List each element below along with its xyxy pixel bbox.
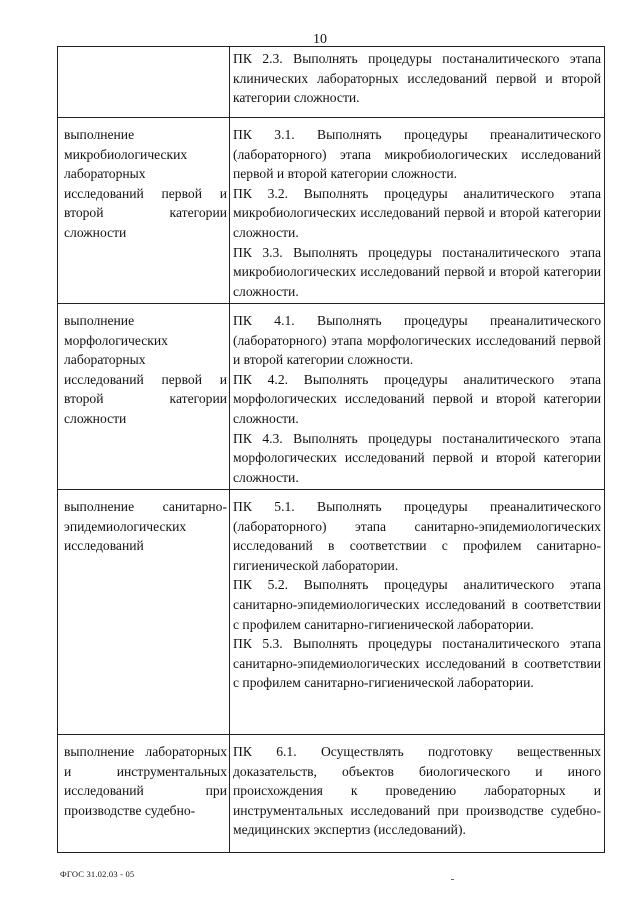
competency-item: ПК 5.1. Выполнять процедуры преаналитического (лабораторного) этапа санитарно-эпидемиологических исследований в соответствии с профилем санитарно-гигиенической лаборатории. xyxy=(233,499,601,573)
table-row xyxy=(58,490,605,735)
activity-text: выполнение санитарно-эпидемиологических исследований xyxy=(64,499,227,554)
table-row xyxy=(58,735,605,853)
activity-text: выполнение морфологических лабораторных исследований первой и второй категории сложности xyxy=(64,313,227,426)
competencies-cell xyxy=(230,490,605,735)
competencies-cell xyxy=(230,118,605,304)
activity-cell xyxy=(58,47,230,118)
competencies-cell xyxy=(230,735,605,853)
competencies-cell xyxy=(230,47,605,118)
competency-item: ПК 2.3. Выполнять процедуры постаналитического этапа клинических лабораторных исследований первой и второй категории сложности. xyxy=(233,51,601,106)
table-row xyxy=(58,47,605,118)
activity-cell xyxy=(58,490,230,735)
activity-text: выполнение микробиологических лабораторных исследований первой и второй категории сложности xyxy=(64,127,227,240)
document-code: ФГОС 31.02.03 - 05 xyxy=(60,869,135,879)
activity-text: выполнение лабораторных и инструментальных исследований при производстве судебно- xyxy=(64,744,227,818)
competency-table xyxy=(57,46,605,853)
competency-item: ПК 3.2. Выполнять процедуры аналитического этапа микробиологических исследований первой и второй категории сложности. xyxy=(233,185,601,240)
competency-item: ПК 3.3. Выполнять процедуры постаналитического этапа микробиологических исследований первой и второй категории сложности. xyxy=(233,244,601,299)
competency-item: ПК 5.3. Выполнять процедуры постаналитического этапа санитарно-эпидемиологических исследований в соответствии с профилем санитарно-гигиенической лаборатории. xyxy=(233,636,601,691)
competency-item: ПК 5.2. Выполнять процедуры аналитического этапа санитарно-эпидемиологических исследований в соответствии с профилем санитарно-гигиенической лаборатории. xyxy=(233,577,601,632)
competency-item: ПК 3.1. Выполнять процедуры преаналитического (лабораторного) этапа микробиологических исследований первой и второй категории сложности. xyxy=(233,127,601,182)
table-row xyxy=(58,118,605,304)
competency-item: ПК 4.2. Выполнять процедуры аналитического этапа морфологических исследований первой и второй категории сложности. xyxy=(233,371,601,426)
activity-cell xyxy=(58,304,230,490)
competency-item: ПК 4.3. Выполнять процедуры постаналитического этапа морфологических исследований первой и второй категории сложности. xyxy=(233,430,601,485)
page-number: 10 xyxy=(313,32,327,47)
activity-cell xyxy=(58,735,230,853)
table-row xyxy=(58,304,605,490)
scan-mark xyxy=(451,879,454,880)
competencies-cell xyxy=(230,304,605,490)
competency-item: ПК 4.1. Выполнять процедуры преаналитического (лабораторного) этапа морфологических исследований первой и второй категории сложности. xyxy=(233,313,601,368)
competency-item: ПК 6.1. Осуществлять подготовку вещественных доказательств, объектов биологического и иного происхождения к проведению лабораторных и инструментальных исследований при производстве судебно-медицинских экспертиз (исследований). xyxy=(233,744,601,838)
activity-cell xyxy=(58,118,230,304)
